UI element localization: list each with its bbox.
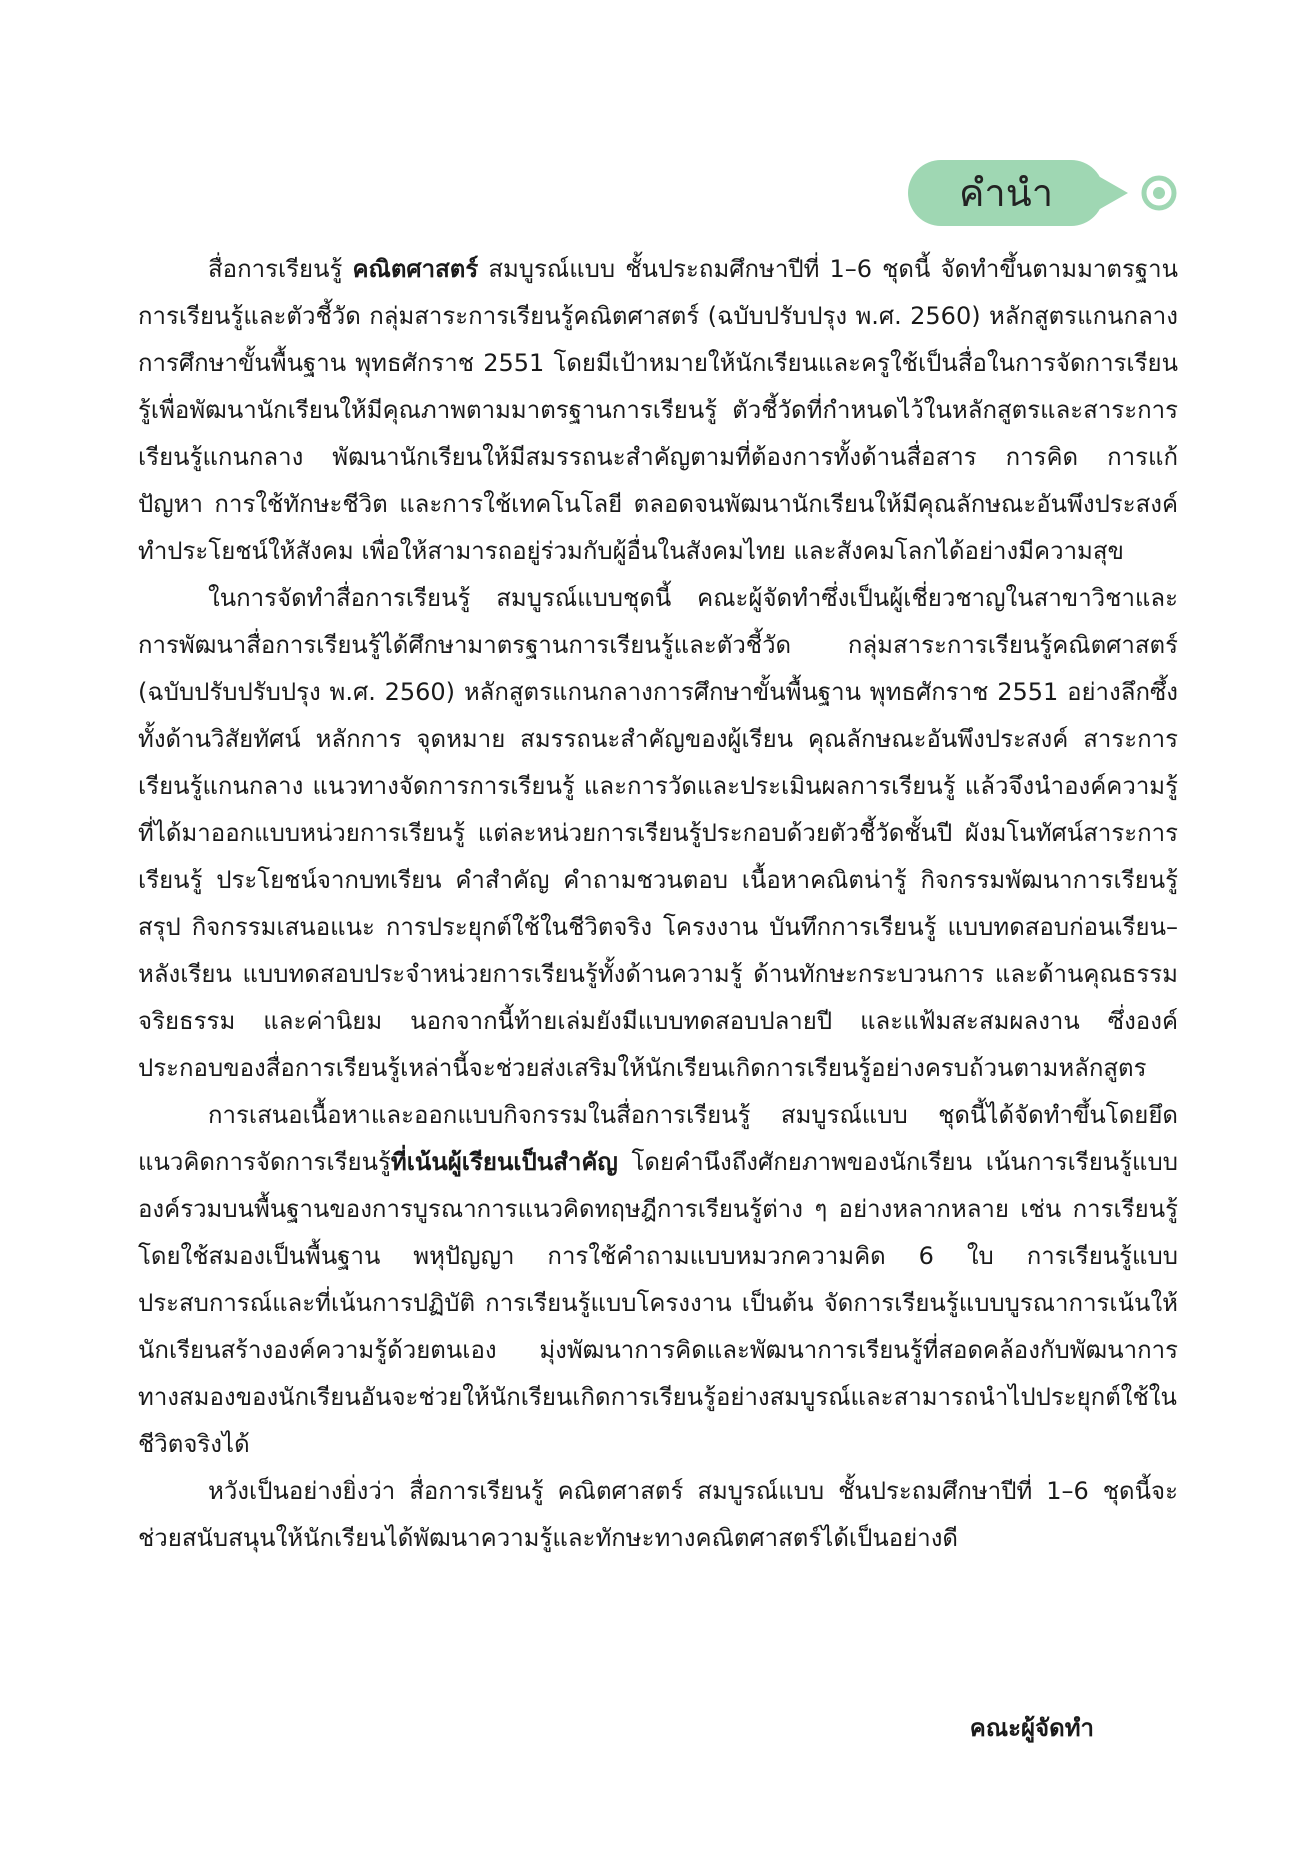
preface-body bbox=[138, 246, 1178, 1562]
paragraph-text: สมบูรณ์แบบ ชั้นประถมศึกษาปีที่ 1–6 ชุดนี้ จัดทำขึ้นตามมาตรฐานการเรียนรู้และตัวชี้วัด กลุ่มสาระการเรียนรู้คณิตศาสตร์ (ฉบับปรับปรุง พ.ศ. 2560) หลักสูตรแกนกลางการศึกษาขั้นพื้นฐาน พุทธศักราช 2551 โดยมีเป้าหมายให้นักเรียนและครูใช้เป็นสื่อในการจัดการเรียนรู้เพื่อพัฒนานักเรียนให้มีคุณภาพตามมาตรฐานการเรียนรู้ ตัวชี้วัดที่กำหนดไว้ในหลักสูตรและสาระการเรียนรู้แกนกลาง พัฒนานักเรียนให้มีสมรรถนะสำคัญตามที่ต้องการทั้งด้านสื่อสาร การคิด การแก้ปัญหา การใช้ทักษะชีวิต และการใช้เทคโนโลยี ตลอดจนพัฒนานักเรียนให้มีคุณลักษณะอันพึงประสงค์ ทำประโยชน์ให้สังคม เพื่อให้สามารถอยู่ร่วมกับผู้อื่นในสังคมไทย และสังคมโลกได้อย่างมีความสุข bbox=[138, 255, 1178, 565]
heading-tag bbox=[908, 160, 1104, 226]
paragraph-text: สื่อการเรียนรู้ bbox=[208, 255, 353, 283]
paragraph-text: โดยคำนึงถึงศักยภาพของนักเรียน เน้นการเรียนรู้แบบองค์รวมบนพื้นฐานของการบูรณาการแนวคิดทฤษฎีการเรียนรู้ต่าง ๆ อย่างหลากหลาย เช่น การเรียนรู้โดยใช้สมองเป็นพื้นฐาน พหุปัญญา การใช้คำถามแบบหมวกความคิด 6 ใบ การเรียนรู้แบบประสบการณ์และที่เน้นการปฏิบัติ การเรียนรู้แบบโครงงาน เป็นต้น จัดการเรียนรู้แบบบูรณาการเน้นให้นักเรียนสร้างองค์ความรู้ด้วยตนเอง มุ่งพัฒนาการคิดและพัฒนาการเรียนรู้ที่สอดคล้องกับพัฒนาการทางสมองของนักเรียนอันจะช่วยให้นักเรียนเกิดการเรียนรู้อย่างสมบูรณ์และสามารถนำไปประยุกต์ใช้ในชีวิตจริงได้ bbox=[138, 1148, 1178, 1458]
paragraph-3 bbox=[138, 1092, 1178, 1468]
signature: คณะผู้จัดทำ bbox=[969, 1714, 1094, 1742]
paragraph-bold-text: ที่เน้นผู้เรียนเป็นสำคัญ bbox=[390, 1148, 618, 1176]
paragraph-2 bbox=[138, 575, 1178, 1092]
paragraph-4 bbox=[138, 1468, 1178, 1562]
paragraph-bold-text: คณิตศาสตร์ bbox=[352, 255, 479, 283]
target-icon bbox=[1141, 175, 1177, 211]
page-title: คำนำ bbox=[958, 171, 1054, 215]
paragraph-1 bbox=[138, 246, 1178, 575]
paragraph-text: การเสนอเนื้อหาและออกแบบกิจกรรมในสื่อการเรียนรู้ สมบูรณ์แบบ ชุดนี้ได้จัดทำขึ้นโดยยึดแนวคิดการจัดการเรียนรู้ bbox=[138, 1101, 1178, 1176]
paragraph-text: หวังเป็นอย่างยิ่งว่า สื่อการเรียนรู้ คณิตศาสตร์ สมบูรณ์แบบ ชั้นประถมศึกษาปีที่ 1–6 ชุดนี้จะช่วยสนับสนุนให้นักเรียนได้พัฒนาความรู้และทักษะทางคณิตศาสตร์ได้เป็นอย่างดี bbox=[138, 1477, 1178, 1552]
paragraph-text: ในการจัดทำสื่อการเรียนรู้ สมบูรณ์แบบชุดนี้ คณะผู้จัดทำซึ่งเป็นผู้เชี่ยวชาญในสาขาวิชาและการพัฒนาสื่อการเรียนรู้ได้ศึกษามาตรฐานการเรียนรู้และตัวชี้วัด กลุ่มสาระการเรียนรู้คณิตศาสตร์ (ฉบับปรับปรับปรุง พ.ศ. 2560) หลักสูตรแกนกลางการศึกษาขั้นพื้นฐาน พุทธศักราช 2551 อย่างลึกซึ้ง ทั้งด้านวิสัยทัศน์ หลักการ จุดหมาย สมรรถนะสำคัญของผู้เรียน คุณลักษณะอันพึงประสงค์ สาระการเรียนรู้แกนกลาง แนวทางจัดการการเรียนรู้ และการวัดและประเมินผลการเรียนรู้ แล้วจึงนำองค์ความรู้ที่ได้มาออกแบบหน่วยการเรียนรู้ แต่ละหน่วยการเรียนรู้ประกอบด้วยตัวชี้วัดชั้นปี ผังมโนทัศน์สาระการเรียนรู้ ประโยชน์จากบทเรียน คำสำคัญ คำถามชวนตอบ เนื้อหาคณิตน่ารู้ กิจกรรมพัฒนาการเรียนรู้ สรุป กิจกรรมเสนอแนะ การประยุกต์ใช้ในชีวิตจริง โครงงาน บันทึกการเรียนรู้ แบบทดสอบก่อนเรียน–หลังเรียน แบบทดสอบประจำหน่วยการเรียนรู้ทั้งด้านความรู้ ด้านทักษะกระบวนการ และด้านคุณธรรม จริยธรรม และค่านิยม นอกจากนี้ท้ายเล่มยังมีแบบทดสอบปลายปี และแฟ้มสะสมผลงาน ซึ่งองค์ประกอบของสื่อการเรียนรู้เหล่านี้จะช่วยส่งเสริมให้นักเรียนเกิดการเรียนรู้อย่างครบถ้วนตามหลักสูตร bbox=[138, 584, 1178, 1082]
